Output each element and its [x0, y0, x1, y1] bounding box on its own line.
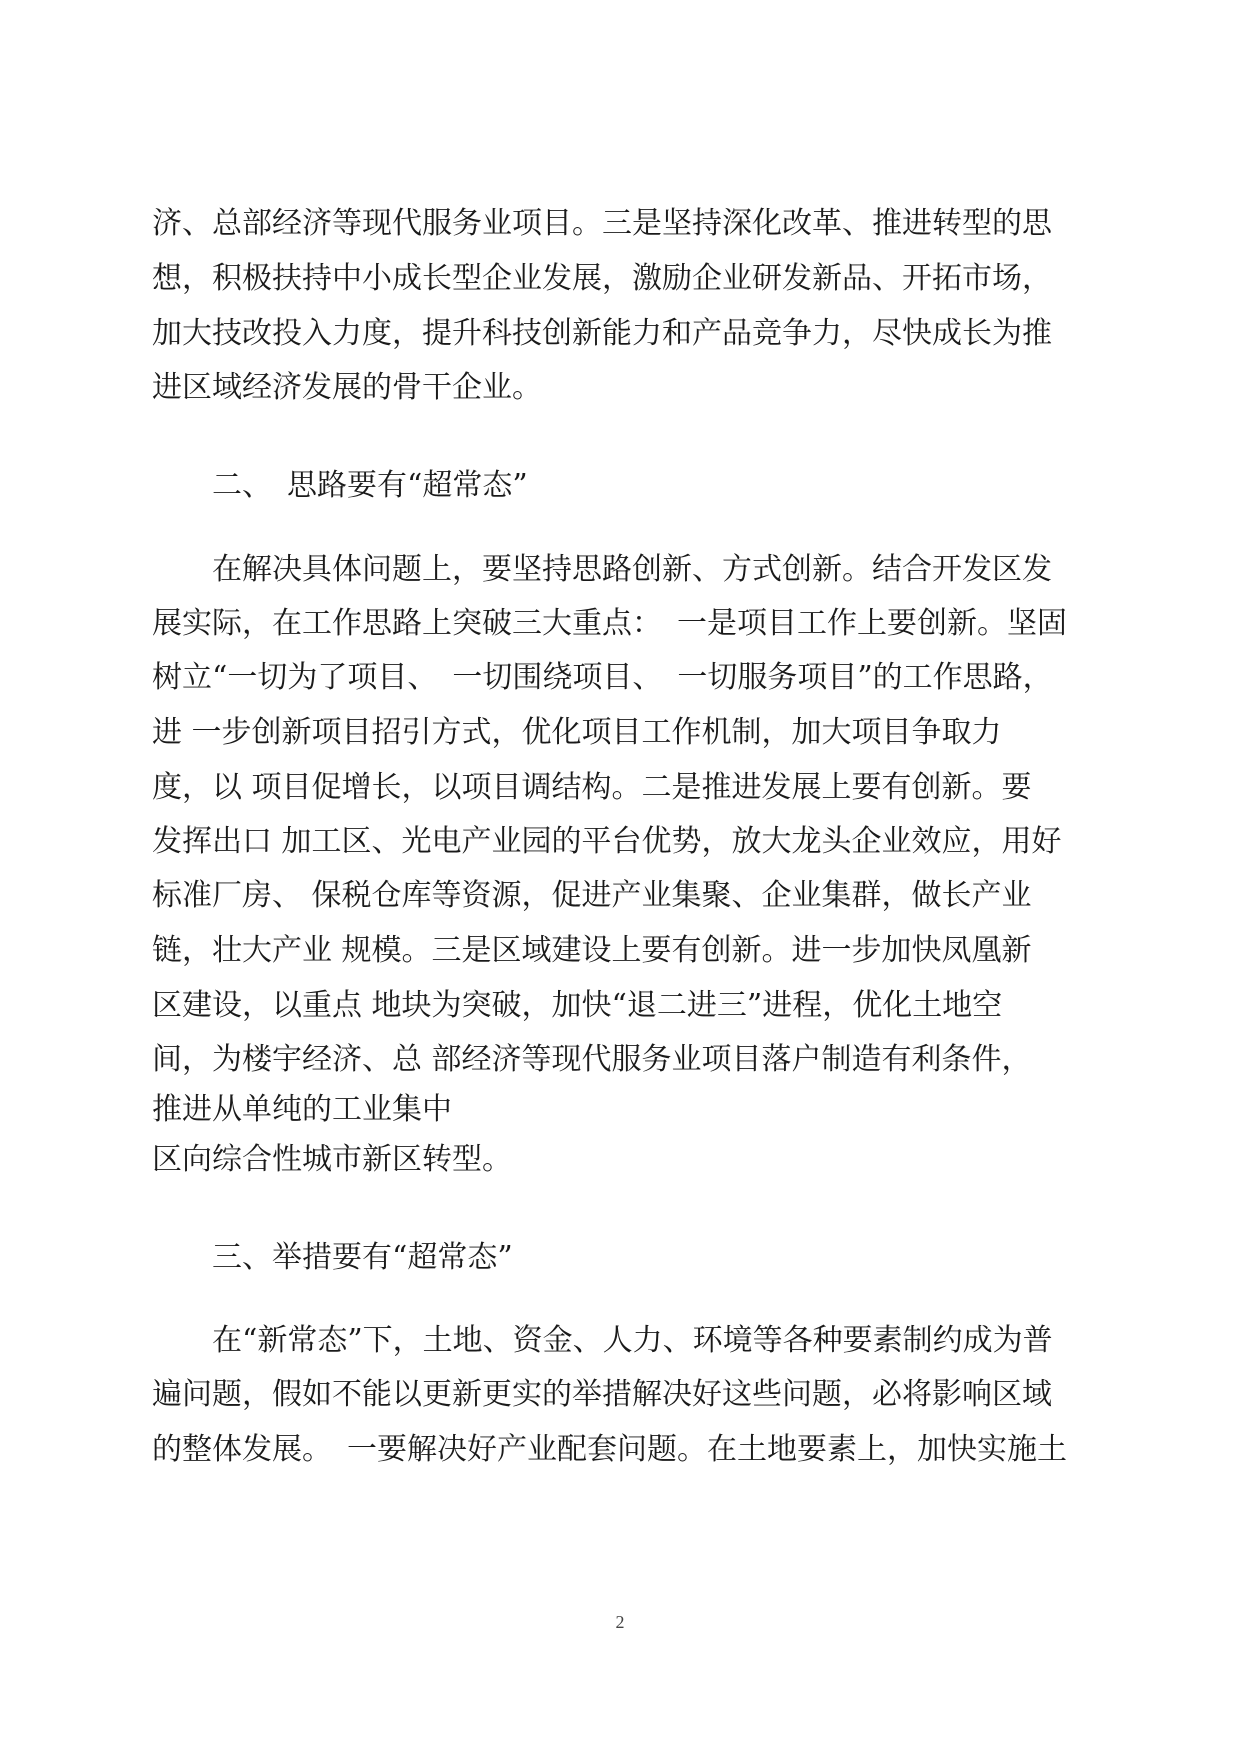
text-line: 进区域经济发展的骨干企业。: [152, 370, 542, 405]
text-line: 间，为楼宇经济、总 部经济等现代服务业项目落户制造有利条件，: [152, 1042, 1032, 1077]
text-line: 度，以 项目促增长，以项目调结构。二是推进发展上要有创新。要: [152, 770, 1032, 805]
section-heading: 三、举措要有“超常态”: [152, 1240, 513, 1275]
text-line: 树立“一切为了项目、 一切围绕项目、 一切服务项目”的工作思路，: [152, 660, 1053, 695]
text-line: 加大技改投入力度，提升科技创新能力和产品竞争力，尽快成长为推: [152, 316, 1052, 351]
text-line: 链，壮大产业 规模。三是区域建设上要有创新。进一步加快凤凰新: [152, 933, 1032, 968]
text-line: 发挥出口 加工区、光电产业园的平台优势，放大龙头企业效应，用好: [152, 824, 1062, 859]
text-line: 区向综合性城市新区转型。: [152, 1142, 512, 1177]
text-line: 在“新常态”下，土地、资金、人力、环境等各种要素制约成为普: [152, 1323, 1053, 1358]
page-number: 2: [615, 1612, 625, 1632]
text-line: 标准厂房、 保税仓库等资源，促进产业集聚、企业集群，做长产业: [152, 878, 1032, 913]
text-line: 想，积极扶持中小成长型企业发展，激励企业研发新品、开拓市场，: [152, 261, 1052, 296]
text-line: 的整体发展。 一要解决好产业配套问题。在土地要素上，加快实施土: [152, 1432, 1067, 1467]
section-heading: 二、 思路要有“超常态”: [152, 468, 528, 503]
text-line: 济、总部经济等现代服务业项目。三是坚持深化改革、推进转型的思: [152, 206, 1052, 241]
text-line: 区建设，以重点 地块为突破，加快“退二进三”进程，优化土地空: [152, 988, 1003, 1023]
text-line: 进 一步创新项目招引方式，优化项目工作机制，加大项目争取力: [152, 715, 1002, 750]
text-line: 推进从单纯的工业集中: [152, 1092, 452, 1127]
text-line: 遍问题，假如不能以更新更实的举措解决好这些问题，必将影响区域: [152, 1377, 1052, 1412]
text-line: 展实际，在工作思路上突破三大重点： 一是项目工作上要创新。坚固: [152, 606, 1067, 641]
text-line: 在解决具体问题上，要坚持思路创新、方式创新。结合开发区发: [152, 552, 1052, 587]
